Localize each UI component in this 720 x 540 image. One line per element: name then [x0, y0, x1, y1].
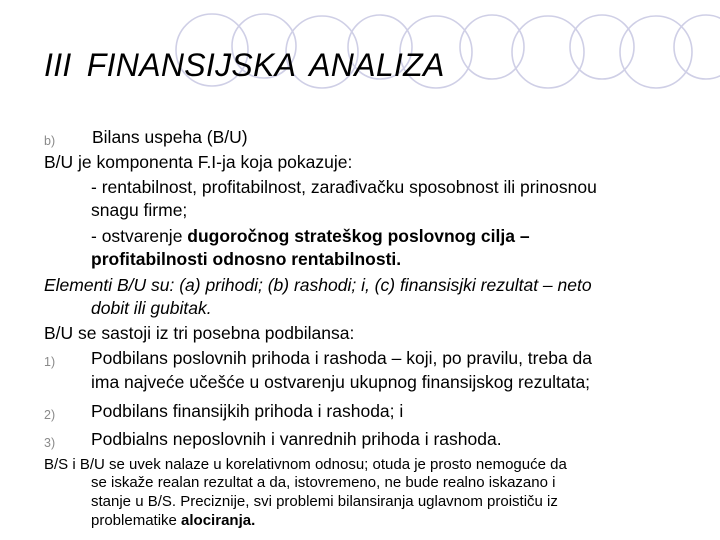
subbalances-intro: B/U se sastoji iz tri posebna podbilansa: — [44, 323, 355, 343]
closing-paragraph-cont: stanje u B/S. Preciznije, svi problemi bilansiranja uglavnom proističu iz — [91, 493, 558, 510]
dash-item-goal — [91, 225, 530, 248]
slide-title: III FINANSIJSKA ANALIZA — [44, 47, 445, 83]
list-item-1: Podbilans poslovnih prihoda i rashoda – koji, po pravilu, treba da — [91, 348, 593, 368]
closing-end-bold: alociranja. — [181, 512, 256, 529]
list-marker-3: 3) — [44, 436, 56, 450]
closing-end-prefix: problematike — [91, 512, 182, 529]
dash-item-goal-cont: profitabilnosti odnosno rentabilnosti. — [91, 249, 402, 269]
elements-text: Elementi B/U su: (a) prihodi; (b) rashodi; i, (c) finansisjki rezultat – neto — [44, 275, 592, 295]
deco-circle — [460, 15, 524, 79]
list-marker-1: 1) — [44, 355, 56, 369]
bu-intro: B/U je komponenta F.I-ja koja pokazuje: — [44, 152, 353, 172]
elements-text-cont: dobit ili gubitak. — [91, 298, 212, 318]
list-item-2: Podbilans finansijkih prihoda i rashoda; i — [91, 401, 404, 421]
closing-paragraph: B/S i B/U se uvek nalaze u korelativnom odnosu; otuda je prosto nemoguće da — [44, 456, 567, 473]
closing-paragraph-cont: se iskaže realan rezultat a da, istovremeno, ne bude realno iskazano i — [91, 474, 556, 491]
dash-item-goal-prefix: - ostvarenje — [91, 226, 188, 246]
closing-paragraph-end — [91, 512, 255, 530]
dash-item-goal-bold: dugoročnog strateškog poslovnog cilja – — [187, 226, 530, 246]
dash-item-profitability: - rentabilnost, profitabilnost, zarađivačku sposobnost ili prinosnou — [91, 177, 597, 197]
list-item-1-cont: ima najveće učešće u ostvarenju ukupnog finansijskog rezultata; — [91, 372, 591, 392]
deco-circle — [674, 15, 720, 79]
list-item-3: Podbialns neposlovnih i vanrednih prihoda i rashoda. — [91, 429, 502, 449]
list-marker-b: b) — [44, 134, 56, 148]
bu-heading: Bilans uspeha (B/U) — [92, 127, 248, 147]
list-marker-2: 2) — [44, 408, 56, 422]
dash-item-profitability-cont: snagu firme; — [91, 200, 188, 220]
